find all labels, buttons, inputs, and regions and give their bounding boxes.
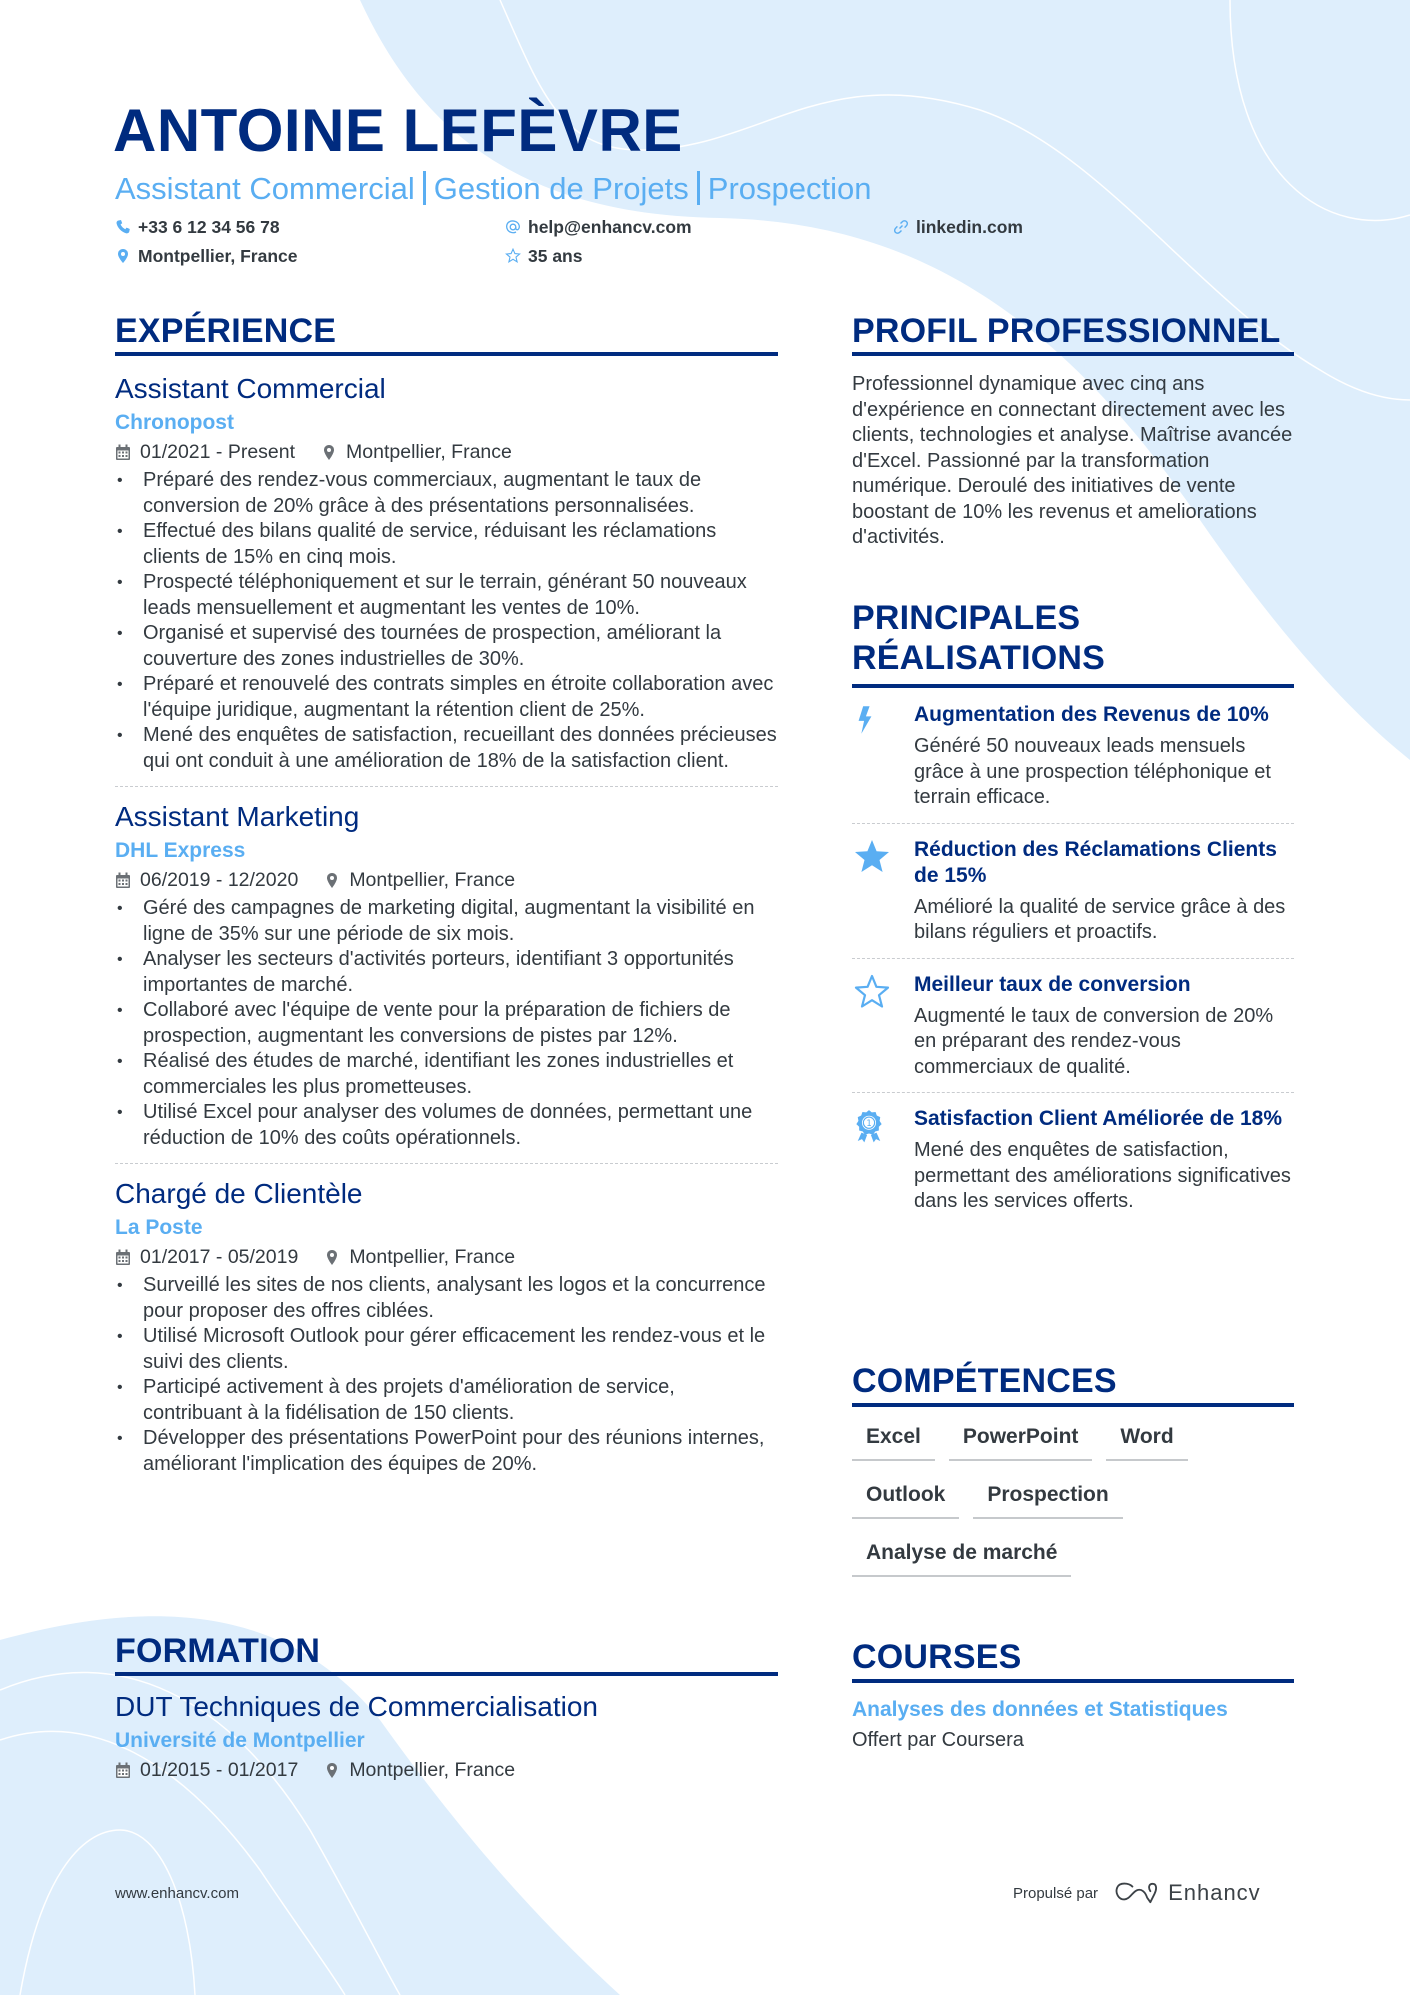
- section-rule: [852, 352, 1294, 356]
- job-title: Chargé de Clientèle: [115, 1178, 363, 1209]
- bullet-item: • Effectué des bilans qualité de service, réduisant les réclamations clients de 15% en cinq mois.: [115, 519, 778, 570]
- company-name: DHL Express: [115, 839, 246, 862]
- section-rule: [852, 1679, 1294, 1683]
- course-item: [852, 1695, 1294, 1755]
- headline-part: Gestion de Projets: [433, 171, 689, 206]
- skill-tag: PowerPoint: [949, 1423, 1093, 1461]
- job-bullets: [115, 468, 778, 774]
- achievement-title: Réduction des Réclamations Clients de 15%: [914, 837, 1277, 887]
- job-location: Montpellier, France: [349, 1246, 516, 1268]
- item-divider: [115, 1163, 778, 1164]
- contact-email[interactable]: [505, 216, 692, 238]
- job-meta: [115, 438, 778, 466]
- skill-tag: Word: [1106, 1423, 1187, 1461]
- contact-phone[interactable]: [115, 216, 280, 238]
- achievement-item: [852, 837, 1294, 946]
- section-rule: [852, 684, 1294, 688]
- achievement-description: Augmenté le taux de conversion de 20% en préparant des rendez-vous commerciaux de qualité.: [914, 1004, 1274, 1078]
- achievement-description: Mené des enquêtes de satisfaction, permettant des améliorations significatives dans les services offerts.: [914, 1139, 1291, 1212]
- contact-location: [115, 245, 297, 267]
- bullet-item: • Participé activement à des projets d'amélioration de service, contribuant à la fidélisation de 150 clients.: [115, 1375, 778, 1426]
- lightning-icon: [852, 702, 914, 811]
- calendar-icon: [115, 444, 131, 461]
- map-pin-icon: [324, 1249, 340, 1266]
- experience-item: [115, 372, 778, 774]
- company-name: Chronopost: [115, 411, 234, 434]
- item-divider: [852, 1092, 1294, 1093]
- school-name: Université de Montpellier: [115, 1729, 365, 1752]
- bullet-item: • Mené des enquêtes de satisfaction, recueillant des données précieuses qui ont conduit à une amélioration de 18% de la satisfaction client.: [115, 723, 778, 774]
- achievement-description: Amélioré la qualité de service grâce à des bilans réguliers et proactifs.: [914, 895, 1286, 943]
- education-list: [115, 1690, 778, 1784]
- education-location: Montpellier, France: [349, 1759, 516, 1781]
- courses-list: [852, 1695, 1294, 1755]
- contact-linkedin[interactable]: [893, 216, 1023, 238]
- bullet-item: • Surveillé les sites de nos clients, analysant les logos et la concurrence pour proposer des offres ciblées.: [115, 1273, 778, 1324]
- headline-separator: [423, 171, 426, 205]
- experience-item: [115, 1177, 778, 1477]
- section-title-profile: PROFIL PROFESSIONNEL: [852, 312, 1281, 350]
- bullet-item: • Collaboré avec l'équipe de vente pour la préparation de fichiers de prospection, augmentant les conversions de pistes par 12%.: [115, 998, 778, 1049]
- section-rule: [115, 352, 778, 356]
- section-rule: [852, 1403, 1294, 1407]
- job-title: Assistant Commercial: [115, 373, 386, 404]
- enhancv-logo-icon: [1114, 1881, 1160, 1905]
- section-title-achievements: [852, 598, 1105, 678]
- job-dates: 06/2019 - 12/2020: [140, 869, 299, 891]
- section-title-experience: EXPÉRIENCE: [115, 312, 337, 350]
- job-title: Assistant Marketing: [115, 801, 360, 832]
- achievement-item: [852, 1106, 1294, 1215]
- skill-tag: Excel: [852, 1423, 935, 1461]
- bullet-item: • Utilisé Excel pour analyser des volumes de données, permettant une réduction de 10% des coûts opérationnels.: [115, 1100, 778, 1151]
- experience-list: [115, 372, 778, 1477]
- section-title-skills: COMPÉTENCES: [852, 1362, 1117, 1400]
- age-value: 35 ans: [528, 246, 583, 266]
- item-divider: [852, 823, 1294, 824]
- map-pin-icon: [321, 444, 337, 461]
- education-item: [115, 1690, 778, 1784]
- item-divider: [115, 786, 778, 787]
- award-ribbon-icon: [852, 1106, 914, 1215]
- footer-website-link[interactable]: www.enhancv.com: [115, 1885, 239, 1902]
- brand-name: Enhancv: [1168, 1880, 1261, 1905]
- skills-list: [852, 1423, 1294, 1597]
- email-value: help@enhancv.com: [528, 217, 692, 237]
- achievement-item: [852, 972, 1294, 1081]
- calendar-icon: [115, 872, 131, 889]
- linkedin-value: linkedin.com: [916, 217, 1023, 237]
- phone-icon: [115, 219, 131, 235]
- job-meta: [115, 1243, 778, 1271]
- section-title-education: FORMATION: [115, 1632, 321, 1670]
- link-icon: [893, 219, 909, 235]
- bullet-item: • Analyser les secteurs d'activités porteurs, identifiant 3 opportunités importantes de marché.: [115, 947, 778, 998]
- bullet-item: • Utilisé Microsoft Outlook pour gérer efficacement les rendez-vous et le suivi des clients.: [115, 1324, 778, 1375]
- location-value: Montpellier, France: [138, 246, 298, 266]
- job-dates: 01/2021 - Present: [140, 441, 296, 463]
- star-filled-icon: [852, 837, 914, 946]
- bullet-item: • Préparé et renouvelé des contrats simples en étroite collaboration avec l'équipe juridique, augmentant la rétention client de 25%.: [115, 672, 778, 723]
- footer-powered-by[interactable]: [1013, 1880, 1261, 1906]
- bullet-item: • Organisé et supervisé des tournées de prospection, améliorant la couverture des zones industrielles de 30%.: [115, 621, 778, 672]
- job-meta: [115, 866, 778, 894]
- at-icon: [505, 219, 521, 235]
- job-bullets: [115, 896, 778, 1151]
- education-meta: [115, 1756, 778, 1784]
- company-name: La Poste: [115, 1216, 203, 1239]
- skill-tag: Prospection: [973, 1481, 1122, 1519]
- skill-tag: Analyse de marché: [852, 1539, 1071, 1577]
- degree-title: DUT Techniques de Commercialisation: [115, 1691, 598, 1722]
- achievement-item: [852, 702, 1294, 811]
- education-dates: 01/2015 - 01/2017: [140, 1759, 299, 1781]
- achievement-title: Augmentation des Revenus de 10%: [914, 703, 1269, 726]
- star-outline-icon: [852, 972, 914, 1081]
- map-pin-icon: [115, 248, 131, 264]
- calendar-icon: [115, 1249, 131, 1266]
- headline: [115, 170, 872, 208]
- powered-by-label: Propulsé par: [1013, 1884, 1099, 1902]
- achievement-description: Généré 50 nouveaux leads mensuels grâce à une prospection téléphonique et terrain efficace.: [914, 735, 1271, 808]
- bullet-item: • Préparé des rendez-vous commerciaux, augmentant le taux de conversion de 20% grâce à des présentations personnalisées.: [115, 468, 778, 519]
- star-icon: [505, 248, 521, 264]
- bullet-item: • Réalisé des études de marché, identifiant les zones industrielles et commerciales les plus prometteuses.: [115, 1049, 778, 1100]
- bullet-item: • Géré des campagnes de marketing digital, augmentant la visibilité en ligne de 35% sur une période de six mois.: [115, 896, 778, 947]
- job-dates: 01/2017 - 05/2019: [140, 1246, 299, 1268]
- bullet-item: • Développer des présentations PowerPoint pour des réunions internes, améliorant l'implication des équipes de 20%.: [115, 1426, 778, 1477]
- contact-age: [505, 245, 582, 267]
- section-title-courses: COURSES: [852, 1638, 1022, 1676]
- calendar-icon: [115, 1762, 131, 1779]
- course-title: Analyses des données et Statistiques: [852, 1698, 1228, 1721]
- achievement-title: Satisfaction Client Améliorée de 18%: [914, 1107, 1283, 1130]
- item-divider: [852, 958, 1294, 959]
- candidate-name: ANTOINE LEFÈVRE: [113, 97, 683, 164]
- svg-text:1: 1: [866, 1118, 872, 1128]
- skill-tag: Outlook: [852, 1481, 959, 1519]
- achievements-title-line2: RÉALISATIONS: [852, 639, 1106, 677]
- job-location: Montpellier, France: [349, 869, 516, 891]
- headline-part: Prospection: [707, 171, 872, 206]
- profile-summary: Professionnel dynamique avec cinq ans d'expérience en connectant directement avec les clients, technologies et analyse. Maîtrise avancée d'Excel. Passionné par la transformation numérique. Deroulé des initiatives de vente boostant de 10% les revenus et ameliorations d'activités.: [852, 373, 1293, 548]
- bullet-item: • Prospecté téléphoniquement et sur le terrain, générant 50 nouveaux leads mensuellement et augmentant les ventes de 10%.: [115, 570, 778, 621]
- map-pin-icon: [324, 1762, 340, 1779]
- course-provider: Offert par Coursera: [852, 1729, 1024, 1751]
- experience-item: [115, 800, 778, 1151]
- achievements-list: [852, 702, 1294, 1215]
- job-bullets: [115, 1273, 778, 1477]
- job-location: Montpellier, France: [346, 441, 512, 463]
- headline-separator: [697, 171, 700, 205]
- phone-value: +33 6 12 34 56 78: [138, 217, 280, 237]
- map-pin-icon: [324, 872, 340, 889]
- headline-part: Assistant Commercial: [115, 171, 415, 206]
- section-rule: [115, 1672, 778, 1676]
- achievement-title: Meilleur taux de conversion: [914, 972, 1191, 996]
- achievements-title-line1: PRINCIPALES: [852, 599, 1081, 637]
